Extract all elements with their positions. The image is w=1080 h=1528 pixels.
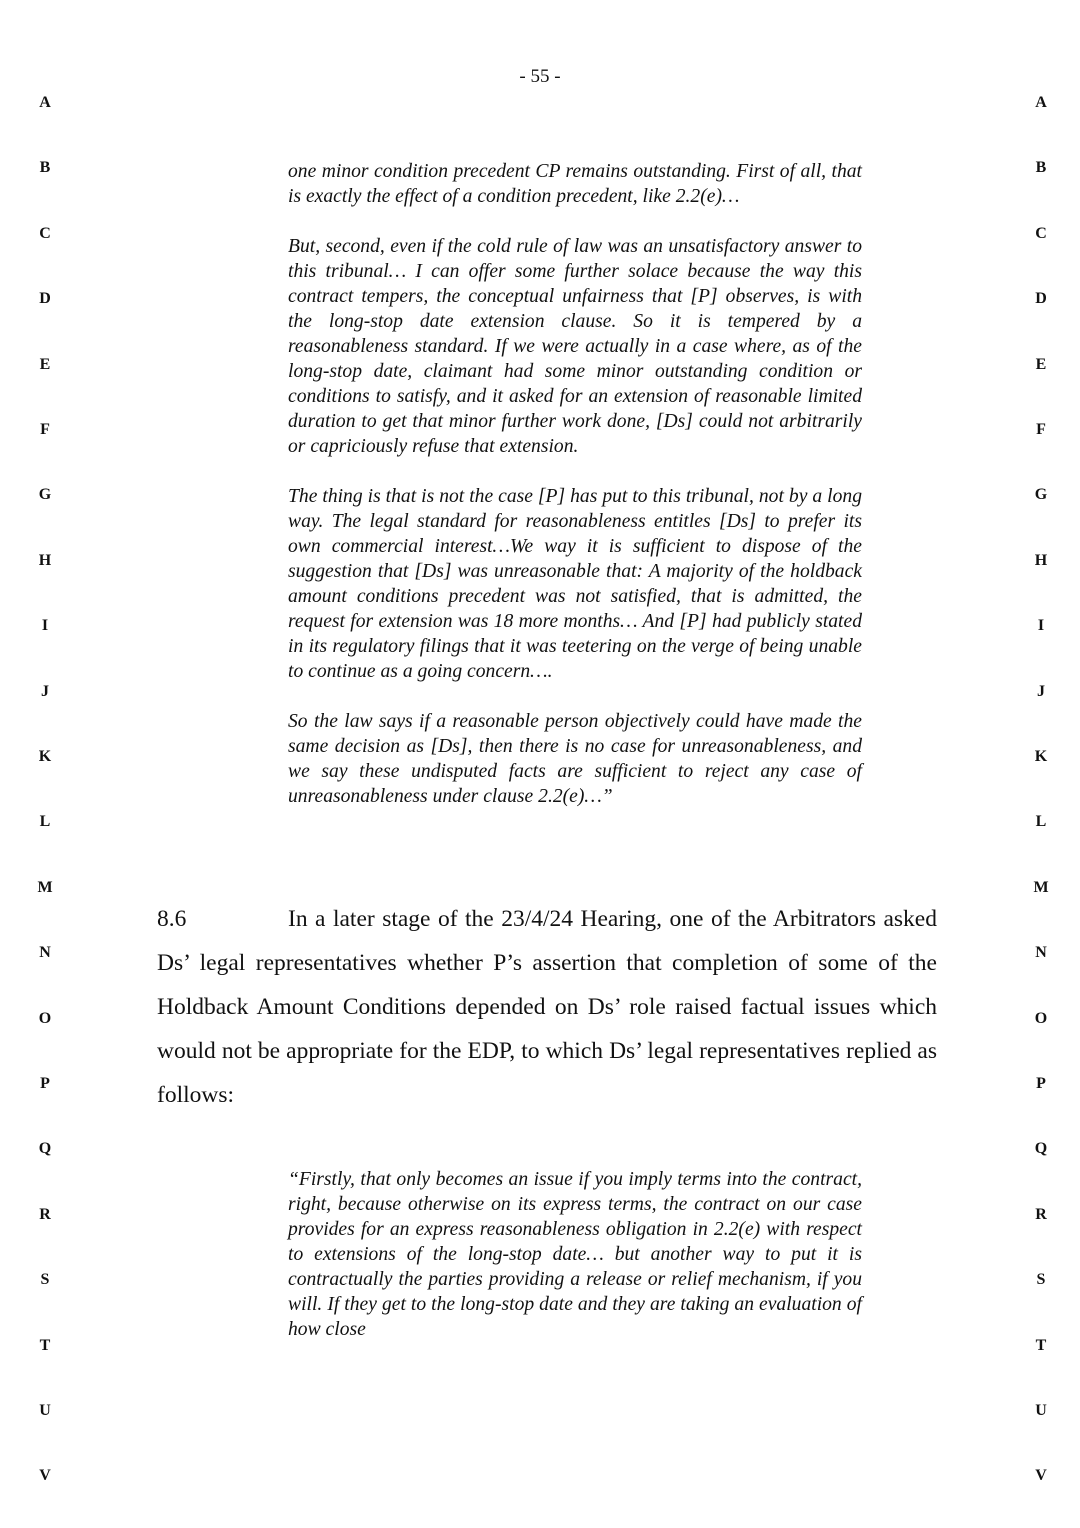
left-margin-letters (30, 0, 60, 1528)
margin-letter-u: U (1035, 1402, 1047, 1419)
margin-letter-k: K (38, 748, 52, 765)
quoted-transcript-2 (288, 1167, 862, 1342)
quote-paragraph: But, second, even if the cold rule of law was an unsatisfactory answer to this tribunal… I can offer some further solace because the way this contract tempers, the conceptual unfairness that [P] observes, is with the long-stop date extension clause. So it is tempered by a reasonableness standard. If we were actually in a case where, as of the long-stop date, claimant had some minor outstanding condition or conditions to satisfy, and it asked for an extension of reasonable limited duration to get that minor further work done, [Ds] could not arbitrarily or capriciously refuse that extension. (288, 236, 862, 457)
margin-letter-s: S (40, 1271, 50, 1289)
margin-letter-o: O (38, 1009, 52, 1027)
paragraph-8-6 (157, 897, 937, 1117)
margin-letter-f: F (1036, 421, 1046, 438)
margin-letter-i: I (41, 617, 49, 635)
margin-letter-t: T (39, 1336, 51, 1354)
margin-letter-g: G (1034, 486, 1048, 504)
quote-paragraph: “Firstly, that only becomes an issue if you imply terms into the contract, right, because otherwise on its express terms, the contract on our case provides for an express reasonableness obligation in 2.2(e) with respect to extensions of the long-stop date… but another way to put it is contractually the parties providing a release or relief mechanism, if you will. If they get to the long-stop date and they are taking an evaluation of how close (288, 1169, 862, 1340)
margin-letter-a: A (39, 94, 51, 111)
margin-letter-a: A (1035, 94, 1047, 111)
margin-letter-d: D (1035, 290, 1047, 308)
quoted-transcript-1 (288, 159, 862, 809)
margin-letter-j: J (1037, 682, 1045, 700)
margin-letter-c: C (39, 224, 51, 242)
margin-letter-i: I (1037, 617, 1045, 635)
paragraph-number: 8.6 (157, 906, 187, 932)
right-margin-letters (1026, 0, 1056, 1528)
quote-paragraph: So the law says if a reasonable person objectively could have made the same decision as [Ds], then there is no case for unreasonableness, and we say these undisputed facts are sufficient to reject any case of unreasonableness under clause 2.2(e)…” (288, 711, 862, 807)
margin-letter-s: S (1036, 1271, 1046, 1289)
margin-letter-j: J (41, 682, 49, 700)
margin-letter-l: L (39, 813, 51, 831)
margin-letter-m: M (1033, 878, 1049, 896)
margin-letter-d: D (39, 290, 51, 308)
paragraph-text: In a later stage of the 23/4/24 Hearing, one of the Arbitrators asked Ds’ legal representatives whether P’s assertion that completion of some of the Holdback Amount Conditions depended on Ds’ role raised factual issues which would not be appropriate for the EDP, to which Ds’ legal representatives replied as follows: (157, 906, 937, 1108)
margin-letter-p: P (40, 1075, 50, 1092)
margin-letter-k: K (1034, 748, 1048, 765)
margin-letter-b: B (39, 159, 51, 177)
margin-letter-r: R (39, 1205, 51, 1223)
margin-letter-t: T (1035, 1336, 1047, 1354)
margin-letter-m: M (37, 878, 53, 896)
margin-letter-e: E (39, 355, 51, 373)
margin-letter-h: H (1034, 551, 1048, 569)
quote-paragraph: The thing is that is not the case [P] has put to this tribunal, not by a long way. The legal standard for reasonableness entitles [Ds] to prefer its own commercial interest…We way it is sufficient to dispose of the suggestion that [Ds] was unreasonable that: A majority of the holdback amount conditions precedent was not satisfied, that is admitted, the request for extension was 18 more months… And [P] had publicly stated in its regulatory filings that it was teetering on the verge of being unable to continue as a going concern…. (288, 486, 862, 682)
page-number: - 55 - (519, 66, 561, 87)
margin-letter-b: B (1035, 159, 1047, 177)
margin-letter-h: H (38, 551, 52, 569)
margin-letter-e: E (1035, 355, 1047, 373)
margin-letter-l: L (1035, 813, 1047, 831)
margin-letter-r: R (1035, 1205, 1047, 1223)
margin-letter-c: C (1035, 224, 1047, 242)
margin-letter-v: V (1035, 1467, 1047, 1485)
margin-letter-g: G (38, 486, 52, 504)
margin-letter-n: N (39, 944, 51, 962)
margin-letter-q: Q (1034, 1140, 1048, 1158)
margin-letter-f: F (40, 421, 50, 438)
margin-letter-v: V (39, 1467, 51, 1485)
quote-paragraph: one minor condition precedent CP remains outstanding. First of all, that is exactly the effect of a condition precedent, like 2.2(e)… (288, 161, 862, 207)
margin-letter-o: O (1034, 1009, 1048, 1027)
margin-letter-u: U (39, 1402, 51, 1419)
margin-letter-p: P (1036, 1075, 1046, 1092)
margin-letter-n: N (1035, 944, 1047, 962)
margin-letter-q: Q (38, 1140, 52, 1158)
